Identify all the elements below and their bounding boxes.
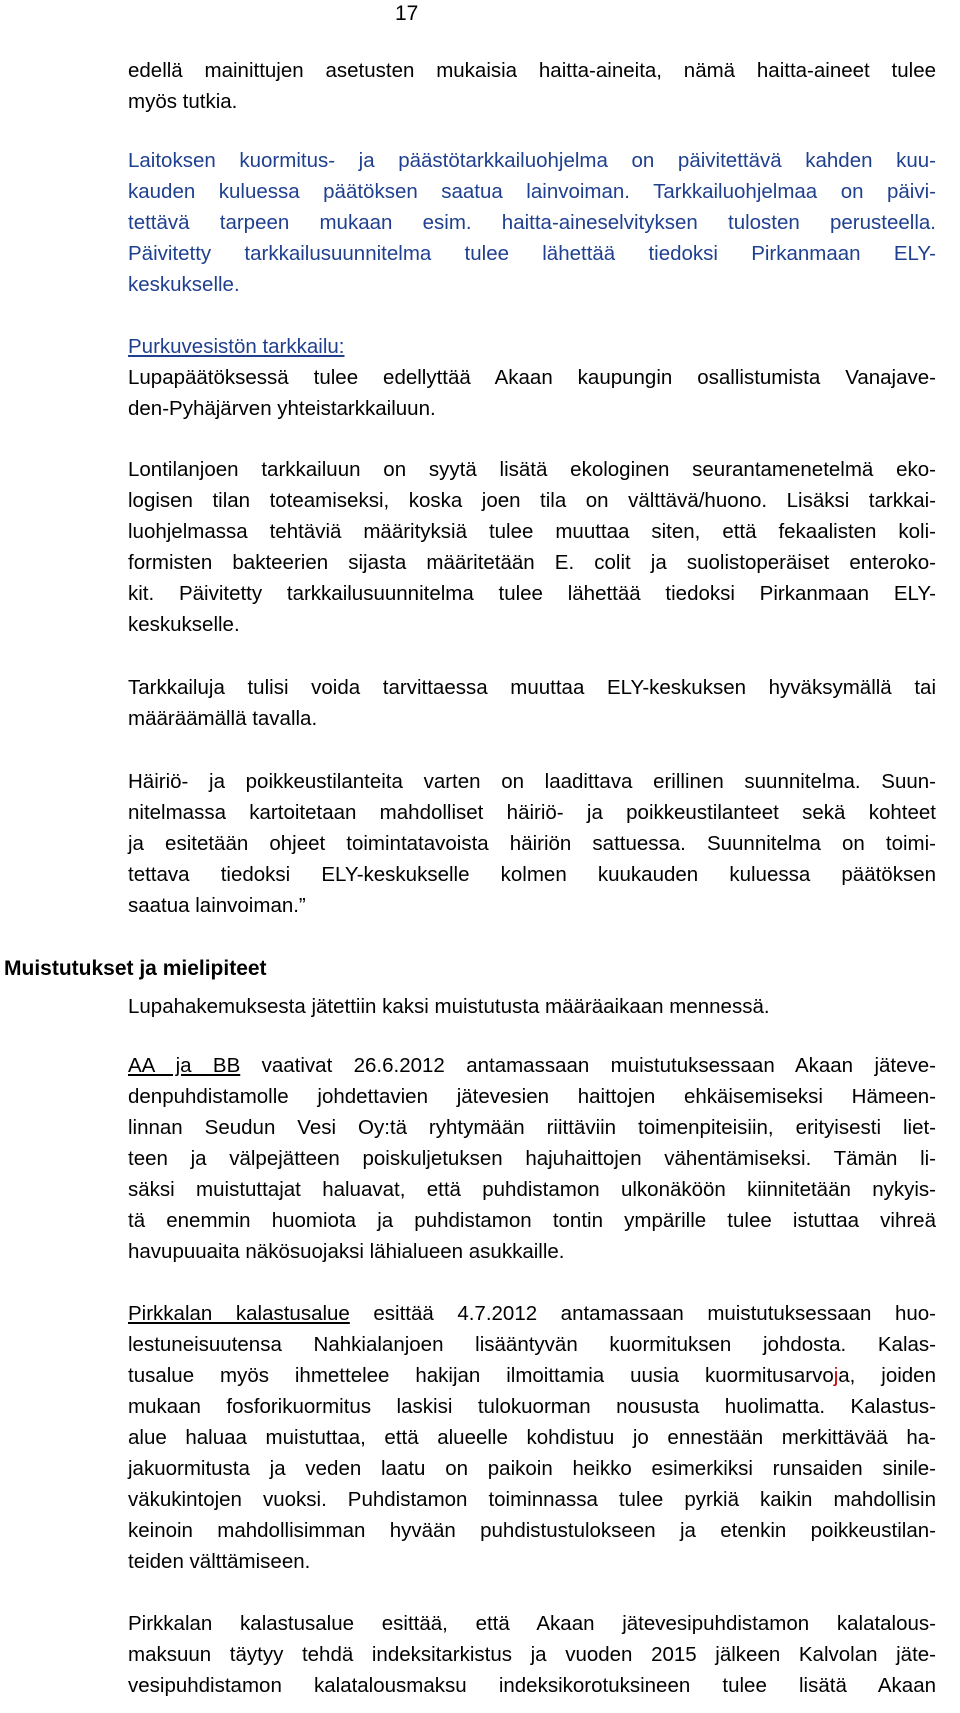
highlighted-letter: j xyxy=(833,1364,839,1387)
text-line: nitelmassa kartoitetaan mahdolliset häiriö- ja poikkeustilanteet sekä kohteet xyxy=(128,801,936,824)
paragraph-5 xyxy=(128,672,936,734)
text-line: kit. Päivitetty tarkkailusuunnitelma tulee lähettää tiedoksi Pirkanmaan ELY- xyxy=(128,582,936,605)
text-line: Häiriö- ja poikkeustilanteita varten on laadittava erillinen suunnitelma. Suun- xyxy=(128,770,936,793)
text-line: tettava tiedoksi ELY-keskukselle kolmen kuukauden kuluessa päätöksen xyxy=(128,863,936,886)
text-line: havupuuaita näkösuojaksi lähialueen asukkaille. xyxy=(128,1240,565,1263)
text-line: myös tutkia. xyxy=(128,90,238,113)
text-line xyxy=(128,1360,936,1391)
text-line: logisen tilan toteamiseksi, koska joen tila on välttävä/huono. Lisäksi tarkkai- xyxy=(128,489,936,512)
text-line xyxy=(128,1050,936,1081)
text-line: denpuhdistamolle johdettavien jätevesien haittojen ehkäisemiseksi Hämeen- xyxy=(128,1085,936,1108)
text-line: määräämällä tavalla. xyxy=(128,707,318,730)
text-line: saatua lainvoiman.” xyxy=(128,894,306,917)
text-line: teiden välttämiseen. xyxy=(128,1550,311,1573)
text-fragment: tusalue myös ihmettelee hakijan ilmoittamia uusia kuormitusarvo xyxy=(128,1364,834,1387)
commenter-names: AA ja BB xyxy=(128,1054,241,1077)
text-line: edellä mainittujen asetusten mukaisia haitta-aineita, nämä haitta-aineet tulee xyxy=(128,59,936,82)
text-fragment: a, joiden xyxy=(838,1364,936,1387)
text-line: Pirkkalan kalastusalue esittää, että Akaan jätevesipuhdistamon kalatalous- xyxy=(128,1612,936,1635)
text-line: mukaan fosforikuormitus laskisi tulokuorman noususta huolimatta. Kalastus- xyxy=(128,1395,936,1418)
text-line: tä enemmin huomiota ja puhdistamon tontin ympärille tulee istuttaa vihreä xyxy=(128,1209,936,1232)
text-line: keinoin mahdollisimman hyvään puhdistustulokseen ja etenkin poikkeustilan- xyxy=(128,1519,936,1542)
text-line: luohjelmassa tehtäviä määrityksiä tulee muuttaa siten, että fekaalisten koli- xyxy=(128,520,936,543)
text-line: Laitoksen kuormitus- ja päästötarkkailuohjelma on päivitettävä kahden kuu- xyxy=(128,149,936,172)
text-line: ja esitetään ohjeet toimintatavoista häiriön sattuessa. Suunnitelma on toimi- xyxy=(128,832,936,855)
text-line: Lupapäätöksessä tulee edellyttää Akaan kaupungin osallistumista Vanajave- xyxy=(128,366,936,389)
text-line: maksuun täytyy tehdä indeksitarkistus ja vuoden 2015 jälkeen Kalvolan jäte- xyxy=(128,1643,936,1666)
section-heading: Purkuvesistön tarkkailu: xyxy=(128,335,345,358)
paragraph-2 xyxy=(128,145,936,300)
text-line: tettävä tarpeen mukaan esim. haitta-aineselvityksen tulosten perusteella. xyxy=(128,211,936,234)
commenter-name: Pirkkalan kalastusalue xyxy=(128,1302,350,1325)
text-line: Lontilanjoen tarkkailuun on syytä lisätä ekologinen seurantamenetelmä eko- xyxy=(128,458,936,481)
text-line: väkukintojen vuoksi. Puhdistamon toiminnassa tulee pyrkiä kaikin mahdollisin xyxy=(128,1488,936,1511)
text-line: kauden kuluessa päätöksen saatua lainvoiman. Tarkkailuohjelmaa on päivi- xyxy=(128,180,936,203)
paragraph-10 xyxy=(128,1608,936,1701)
text-line: säksi muistuttajat haluavat, että puhdistamon ulkonäköön kiinnitetään nykyis- xyxy=(128,1178,936,1201)
paragraph-8 xyxy=(128,1050,936,1267)
text-line: Päivitetty tarkkailusuunnitelma tulee lähettää tiedoksi Pirkanmaan ELY- xyxy=(128,242,936,265)
paragraph-6 xyxy=(128,766,936,921)
text-fragment: esittää 4.7.2012 antamassaan muistutuksessaan huo- xyxy=(349,1302,936,1325)
text-line: keskukselle. xyxy=(128,273,240,296)
text-fragment: vaativat 26.6.2012 antamassaan muistutuksessaan Akaan jäteve- xyxy=(240,1054,936,1077)
paragraph-9 xyxy=(128,1298,936,1577)
text-line: formisten bakteerien sijasta määritetään E. colit ja suolistoperäiset enteroko- xyxy=(128,551,936,574)
text-line: den-Pyhäjärven yhteistarkkailuun. xyxy=(128,397,436,420)
text-line: vesipuhdistamon kalatalousmaksu indeksikorotuksineen tulee lisätä Akaan xyxy=(128,1674,936,1697)
sidebar-heading: Muistutukset ja mielipiteet xyxy=(4,957,267,980)
paragraph-4 xyxy=(128,454,936,640)
text-line: Tarkkailuja tulisi voida tarvittaessa muuttaa ELY-keskuksen hyväksymällä tai xyxy=(128,676,936,699)
text-line: Lupahakemuksesta jätettiin kaksi muistutusta määräaikaan mennessä. xyxy=(128,995,770,1018)
page-number: 17 xyxy=(395,2,419,25)
text-line: jakuormitusta ja veden laatu on paikoin heikko esimerkiksi runsaiden sinile- xyxy=(128,1457,936,1480)
paragraph-1 xyxy=(128,55,936,117)
text-line: lestuneisuutensa Nahkialanjoen lisääntyvän kuormituksen johdosta. Kalas- xyxy=(128,1333,936,1356)
paragraph-3 xyxy=(128,331,936,424)
paragraph-7 xyxy=(128,991,936,1022)
text-line: keskukselle. xyxy=(128,613,240,636)
text-line: alue haluaa muistuttaa, että alueelle kohdistuu jo ennestään merkittävää ha- xyxy=(128,1426,936,1449)
text-line xyxy=(128,1298,936,1329)
text-line: linnan Seudun Vesi Oy:tä ryhtymään riittäviin toimenpiteisiin, erityisesti liet- xyxy=(128,1116,936,1139)
text-line: teen ja välpejätteen poiskuljetuksen hajuhaittojen vähentämiseksi. Tämän li- xyxy=(128,1147,936,1170)
